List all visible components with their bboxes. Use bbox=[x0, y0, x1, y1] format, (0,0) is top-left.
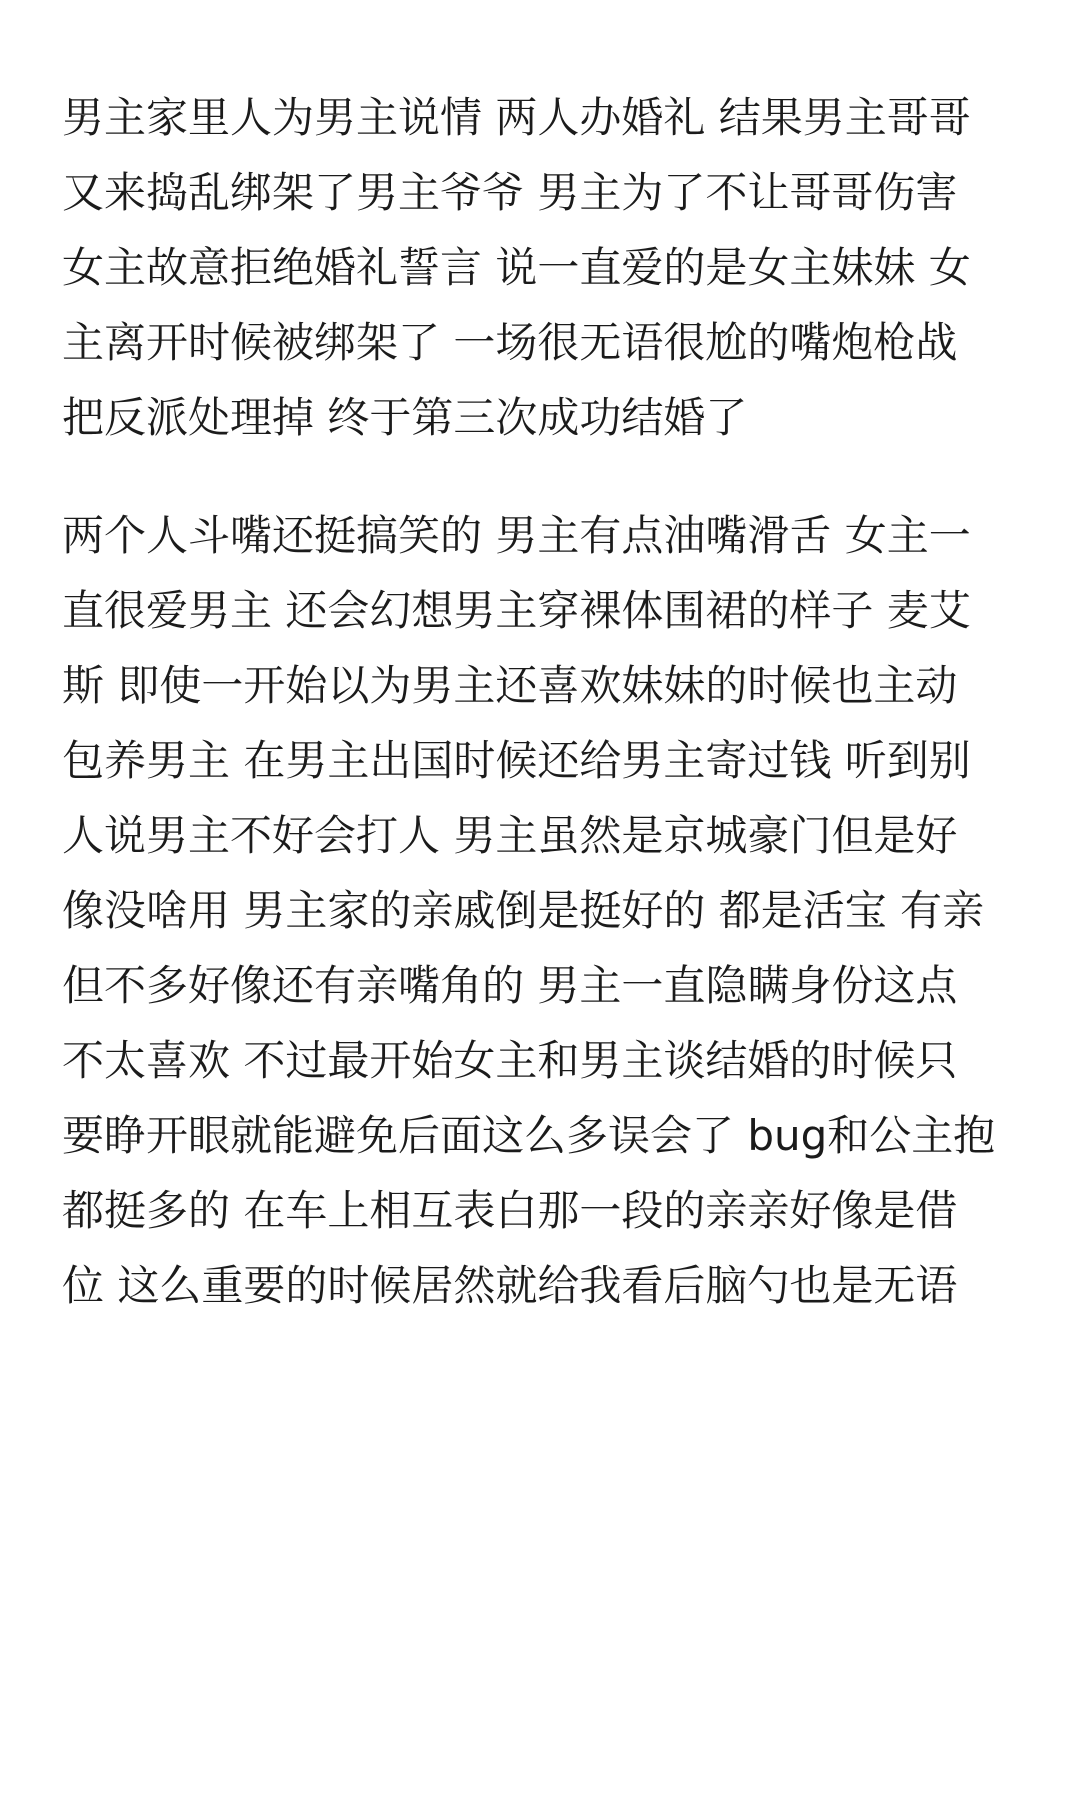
paragraph-review-comments bbox=[62, 498, 1022, 1323]
text-line: 斯 即使一开始以为男主还喜欢妹妹的时候也主动 bbox=[62, 661, 958, 710]
text-line: 主离开时候被绑架了 一场很无语很尬的嘴炮枪战 bbox=[62, 318, 958, 367]
text-line: 又来捣乱绑架了男主爷爷 男主为了不让哥哥伤害 bbox=[62, 168, 958, 217]
text-line: 但不多好像还有亲嘴角的 男主一直隐瞒身份这点 bbox=[62, 961, 958, 1010]
text-line: 包养男主 在男主出国时候还给男主寄过钱 听到别 bbox=[62, 736, 971, 785]
article-body bbox=[62, 80, 1022, 1323]
text-line: 男主家里人为男主说情 两人办婚礼 结果男主哥哥 bbox=[62, 93, 971, 142]
text-line: 位 这么重要的时候居然就给我看后脑勺也是无语 bbox=[62, 1261, 958, 1310]
text-line: 把反派处理掉 终于第三次成功结婚了 bbox=[62, 393, 748, 442]
paragraph-divider-space bbox=[62, 455, 1022, 498]
text-line: 直很爱男主 还会幻想男主穿裸体围裙的样子 麦艾 bbox=[62, 586, 971, 635]
text-line: 女主故意拒绝婚礼誓言 说一直爱的是女主妹妹 女 bbox=[62, 243, 971, 292]
text-line: 不太喜欢 不过最开始女主和男主谈结婚的时候只 bbox=[62, 1036, 958, 1085]
text-line: 像没啥用 男主家的亲戚倒是挺好的 都是活宝 有亲 bbox=[62, 886, 985, 935]
text-line: 两个人斗嘴还挺搞笑的 男主有点油嘴滑舌 女主一 bbox=[62, 511, 971, 560]
text-line: 都挺多的 在车上相互表白那一段的亲亲好像是借 bbox=[62, 1186, 958, 1235]
paragraph-plot-summary bbox=[62, 80, 1022, 455]
text-line: 要睁开眼就能避免后面这么多误会了 bug和公主抱 bbox=[62, 1111, 996, 1160]
text-line: 人说男主不好会打人 男主虽然是京城豪门但是好 bbox=[62, 811, 958, 860]
